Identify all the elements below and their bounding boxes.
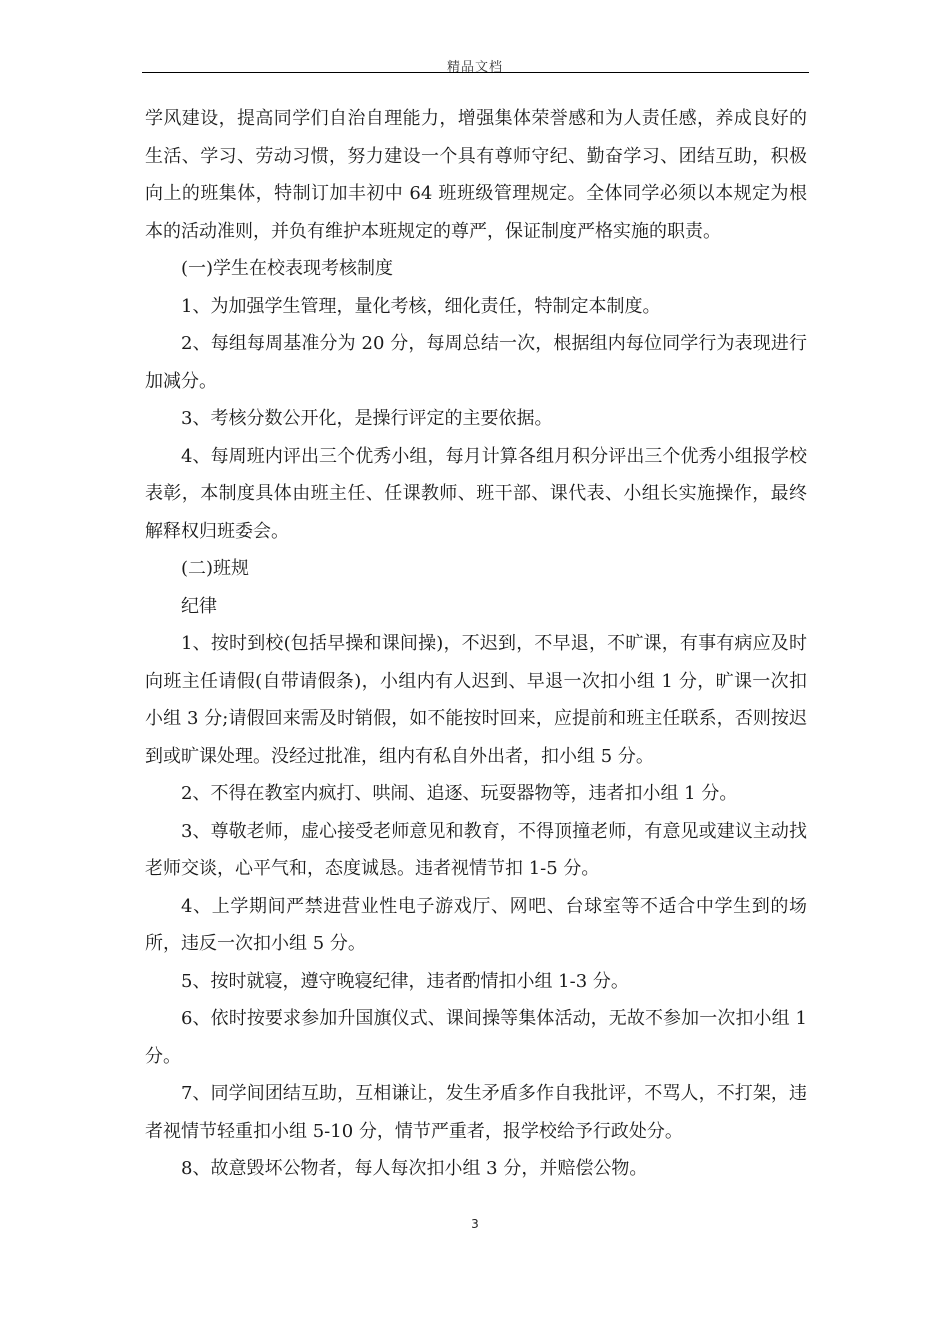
discipline-rule-8: 8、故意毁坏公物者，每人每次扣小组 3 分，并赔偿公物。 [181,1158,648,1179]
section-heading-assessment: (一)学生在校表现考核制度 [181,258,394,279]
document-body [145,100,807,1188]
assessment-item-1: 1、为加强学生管理，量化考核，细化责任，特制定本制度。 [181,295,661,317]
assessment-item-2: 2、每组每周基准分为 20 分，每周总结一次，根据组内每位同学行为表现进行加减分。 [145,333,807,392]
assessment-item-3: 3、考核分数公开化，是操行评定的主要依据。 [181,408,553,429]
discipline-rule-6: 6、依时按要求参加升国旗仪式、课间操等集体活动，无故不参加一次扣小组 1 分。 [145,1008,807,1067]
paragraph-intro-continued: 学风建设，提高同学们自治自理能力，增强集体荣誉感和为人责任感，养成良好的生活、学习、劳动习惯，努力建设一个具有尊师守纪、勤奋学习、团结互助，积极向上的班集体，特制订加丰初中 64 班班级管理规定。全体同学必须以本规定为根本的活动准则，并负有维护本班规定的尊严，保证制度严格实施的职责。 [145,108,807,242]
discipline-rule-2: 2、不得在教室内疯打、哄闹、追逐、玩耍器物等，违者扣小组 1 分。 [181,783,738,804]
page-header-title: 精品文档 [446,60,503,75]
subheading-discipline: 纪律 [181,595,217,617]
discipline-rule-1: 1、按时到校(包括早操和课间操)，不迟到，不早退，不旷课，有事有病应及时向班主任请假(自带请假条)，小组内有人迟到、早退一次扣小组 1 分，旷课一次扣小组 3 分;请假回来需及时销假，如不能按时回来，应提前和班主任联系，否则按迟到或旷课处理。没经过批准，组内有私自外出者，扣小组 5 分。 [145,633,807,767]
header-divider [142,72,809,73]
discipline-rule-5: 5、按时就寝，遵守晚寝纪律，违者酌情扣小组 1-3 分。 [181,970,629,992]
page-number: 3 [471,1217,479,1231]
assessment-item-4: 4、每周班内评出三个优秀小组，每月计算各组月积分评出三个优秀小组报学校表彰，本制度具体由班主任、任课教师、班干部、课代表、小组长实施操作，最终解释权归班委会。 [145,445,807,542]
discipline-rule-3: 3、尊敬老师，虚心接受老师意见和教育，不得顶撞老师，有意见或建议主动找老师交谈，心平气和，态度诚恳。违者视情节扣 1-5 分。 [145,820,807,879]
discipline-rule-7: 7、同学间团结互助，互相谦让，发生矛盾多作自我批评，不骂人，不打架，违者视情节轻重扣小组 5-10 分，情节严重者，报学校给予行政处分。 [145,1083,807,1142]
discipline-rule-4: 4、上学期间严禁进营业性电子游戏厅、网吧、台球室等不适合中学生到的场所，违反一次扣小组 5 分。 [145,895,807,954]
section-heading-class-rules: (二)班规 [181,558,250,579]
